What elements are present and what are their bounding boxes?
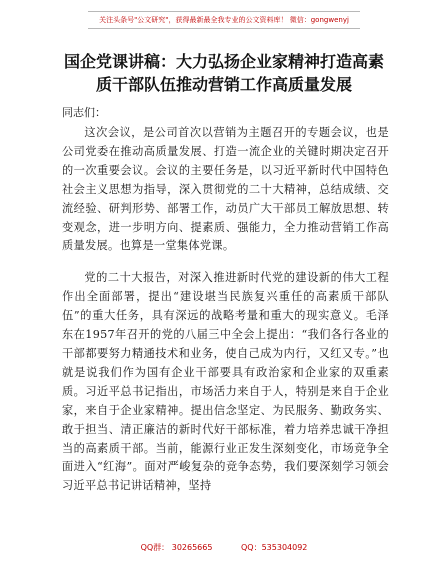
- footer-qq: QQ：535304092: [241, 543, 308, 552]
- title-line-1: 国企党课讲稿：大力弘扬企业家精神打造高素: [63, 52, 384, 71]
- footer: [0, 542, 448, 553]
- footer-qq-group: QQ群： 30265665: [140, 543, 213, 552]
- document-body: [62, 124, 389, 496]
- paragraph: 党的二十大报告，对深入推进新时代党的建设新的伟大工程作出全面部署，提出“建设堪当民族复兴重任的高素质干部队伍”的重大任务，具有深远的战略考量和重大的现实意义。毛泽东在1957年召开的党的八届三中全会上提出：“我们各行各业的干部都要努力精通技术和业务，使自己成为内行，又红又专。”也就是说我们作为国有企业干部要具有政治家和企业家的双重素质。习近平总书记指出，市场活力来自于人，特别是来自于企业家，来自于企业家精神。提出信念坚定、为民服务、勤政务实、敢于担当、清正廉洁的新时代好干部标准，着力培养忠诚干净担当的高素质干部。当前，能源行业正发生深刻变化，市场竞争全面进入“红海”。面对严峻复杂的竞争态势，我们要深刻学习领会习近平总书记讲话精神，坚持: [62, 271, 389, 493]
- document-title: [30, 50, 418, 96]
- top-banner: 关注头条号"公文研究"，获得最新最全我专业的公文资料库！ 微信：gongwenyj: [88, 11, 360, 29]
- paragraph: 这次会议，是公司首次以营销为主题召开的专题会议，也是公司党委在推动高质量发展、打造一流企业的关键时期决定召开的一次重要会议。会议的主要任务是，以习近平新时代中国特色社会主义思想为指导，深入贯彻党的二十大精神，总结成绩、交流经验、研判形势、部署工作，动员广大干部员工解放思想、转变观念，进一步明方向、提素质、强能力，全力推动营销工作高质量发展。也算是一堂集体党课。: [62, 126, 389, 253]
- title-line-2: 质干部队伍推动营销工作高质量发展: [95, 75, 352, 94]
- salutation: 同志们：: [62, 106, 106, 119]
